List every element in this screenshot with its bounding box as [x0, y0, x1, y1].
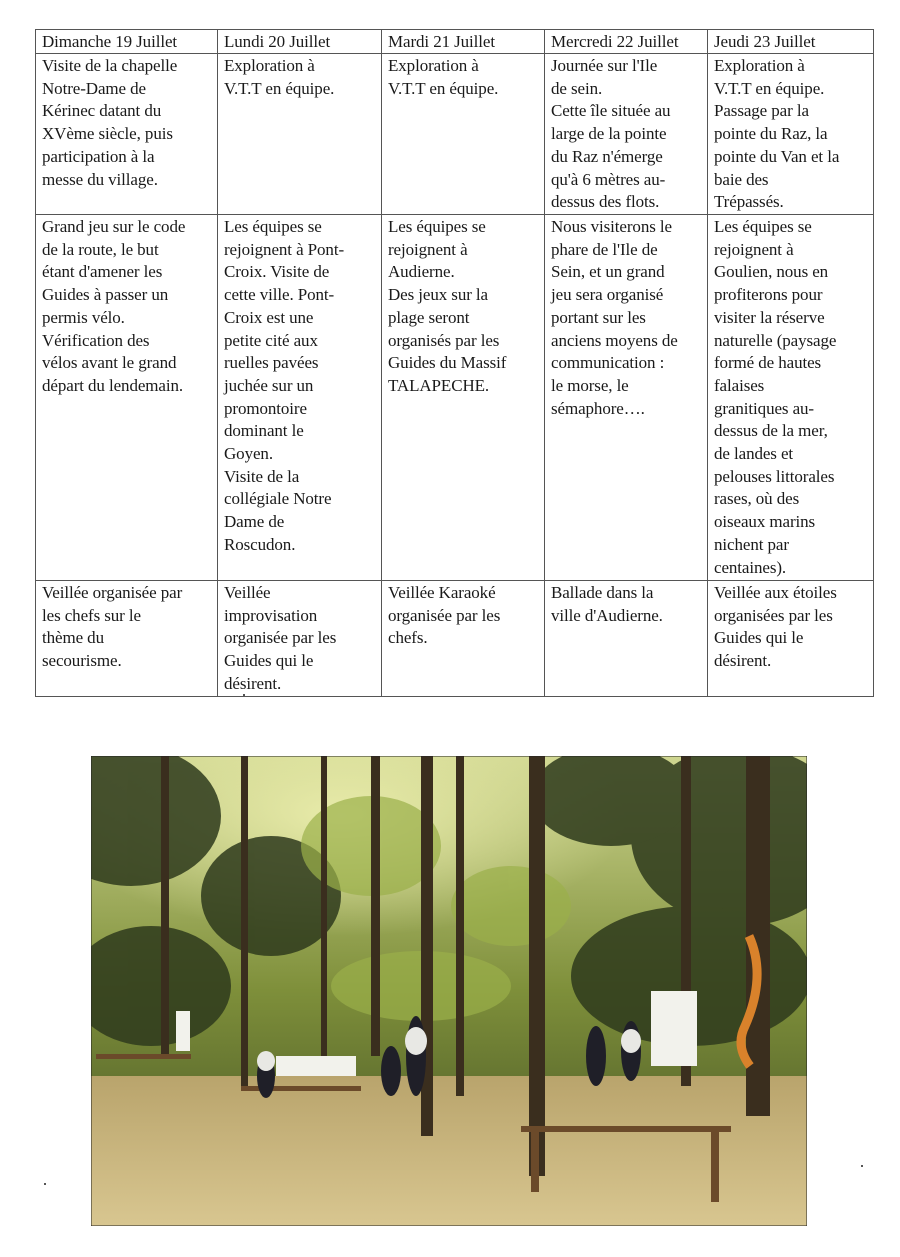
- cell-jeudi-afternoon: Les équipes se rejoignent à Goulien, nous en profiterons pour visiter la réserve naturelle (paysage formé de hautes falaises granitiques au- dessus de la mer, de landes et pelouses littorales rases, où des oiseaux marins nichent par centaines).: [708, 215, 874, 581]
- cell-jeudi-morning: Exploration à V.T.T en équipe. Passage par la pointe du Raz, la pointe du Van et la baie des Trépassés.: [708, 54, 874, 215]
- cell-dimanche-afternoon: Grand jeu sur le code de la route, le but étant d'amener les Guides à passer un permis vélo. Vérification des vélos avant le grand départ du lendemain.: [36, 215, 218, 581]
- schedule-row-morning: [36, 54, 874, 215]
- cell-mercredi-afternoon: Nous visiterons le phare de l'Ile de Sein, et un grand jeu sera organisé portant sur les anciens moyens de communication : le morse, le sémaphore….: [545, 215, 708, 581]
- cell-mardi-morning: Exploration à V.T.T en équipe.: [382, 54, 545, 215]
- cell-dimanche-evening: Veillée organisée par les chefs sur le thème du secourisme.: [36, 581, 218, 697]
- schedule-row-evening: [36, 581, 874, 697]
- cell-lundi-evening: Veillée improvisation organisée par les Guides qui le désirent.: [218, 581, 382, 697]
- header-mardi: Mardi 21 Juillet: [382, 30, 545, 54]
- scan-speck: [44, 1183, 46, 1185]
- cell-jeudi-evening: Veillée aux étoiles organisées par les Guides qui le désirent.: [708, 581, 874, 697]
- schedule-row-afternoon: [36, 215, 874, 581]
- cell-mardi-afternoon: Les équipes se rejoignent à Audierne. Des jeux sur la plage seront organisés par les Guides du Massif TALAPECHE.: [382, 215, 545, 581]
- cell-lundi-morning: Exploration à V.T.T en équipe.: [218, 54, 382, 215]
- schedule-table: [35, 29, 874, 697]
- header-mercredi: Mercredi 22 Juillet: [545, 30, 708, 54]
- scan-speck: [861, 1165, 863, 1167]
- cell-mercredi-evening: Ballade dans la ville d'Audierne.: [545, 581, 708, 697]
- header-jeudi: Jeudi 23 Juillet: [708, 30, 874, 54]
- scan-speck: [243, 694, 245, 696]
- cell-mardi-evening: Veillée Karaoké organisée par les chefs.: [382, 581, 545, 697]
- header-dimanche: Dimanche 19 Juillet: [36, 30, 218, 54]
- cell-mercredi-morning: Journée sur l'Ile de sein. Cette île située au large de la pointe du Raz n'émerge qu'à 6 mètres au- dessus des flots.: [545, 54, 708, 215]
- cell-lundi-afternoon: Les équipes se rejoignent à Pont- Croix. Visite de cette ville. Pont- Croix est une petite cité aux ruelles pavées juchée sur un promontoire dominant le Goyen. Visite de la collégiale Notre Dame de Roscudon.: [218, 215, 382, 581]
- schedule-header-row: [36, 30, 874, 54]
- cell-dimanche-morning: Visite de la chapelle Notre-Dame de Kérinec datant du XVème siècle, puis participation à la messe du village.: [36, 54, 218, 215]
- camp-forest-photo: [91, 756, 807, 1226]
- header-lundi: Lundi 20 Juillet: [218, 30, 382, 54]
